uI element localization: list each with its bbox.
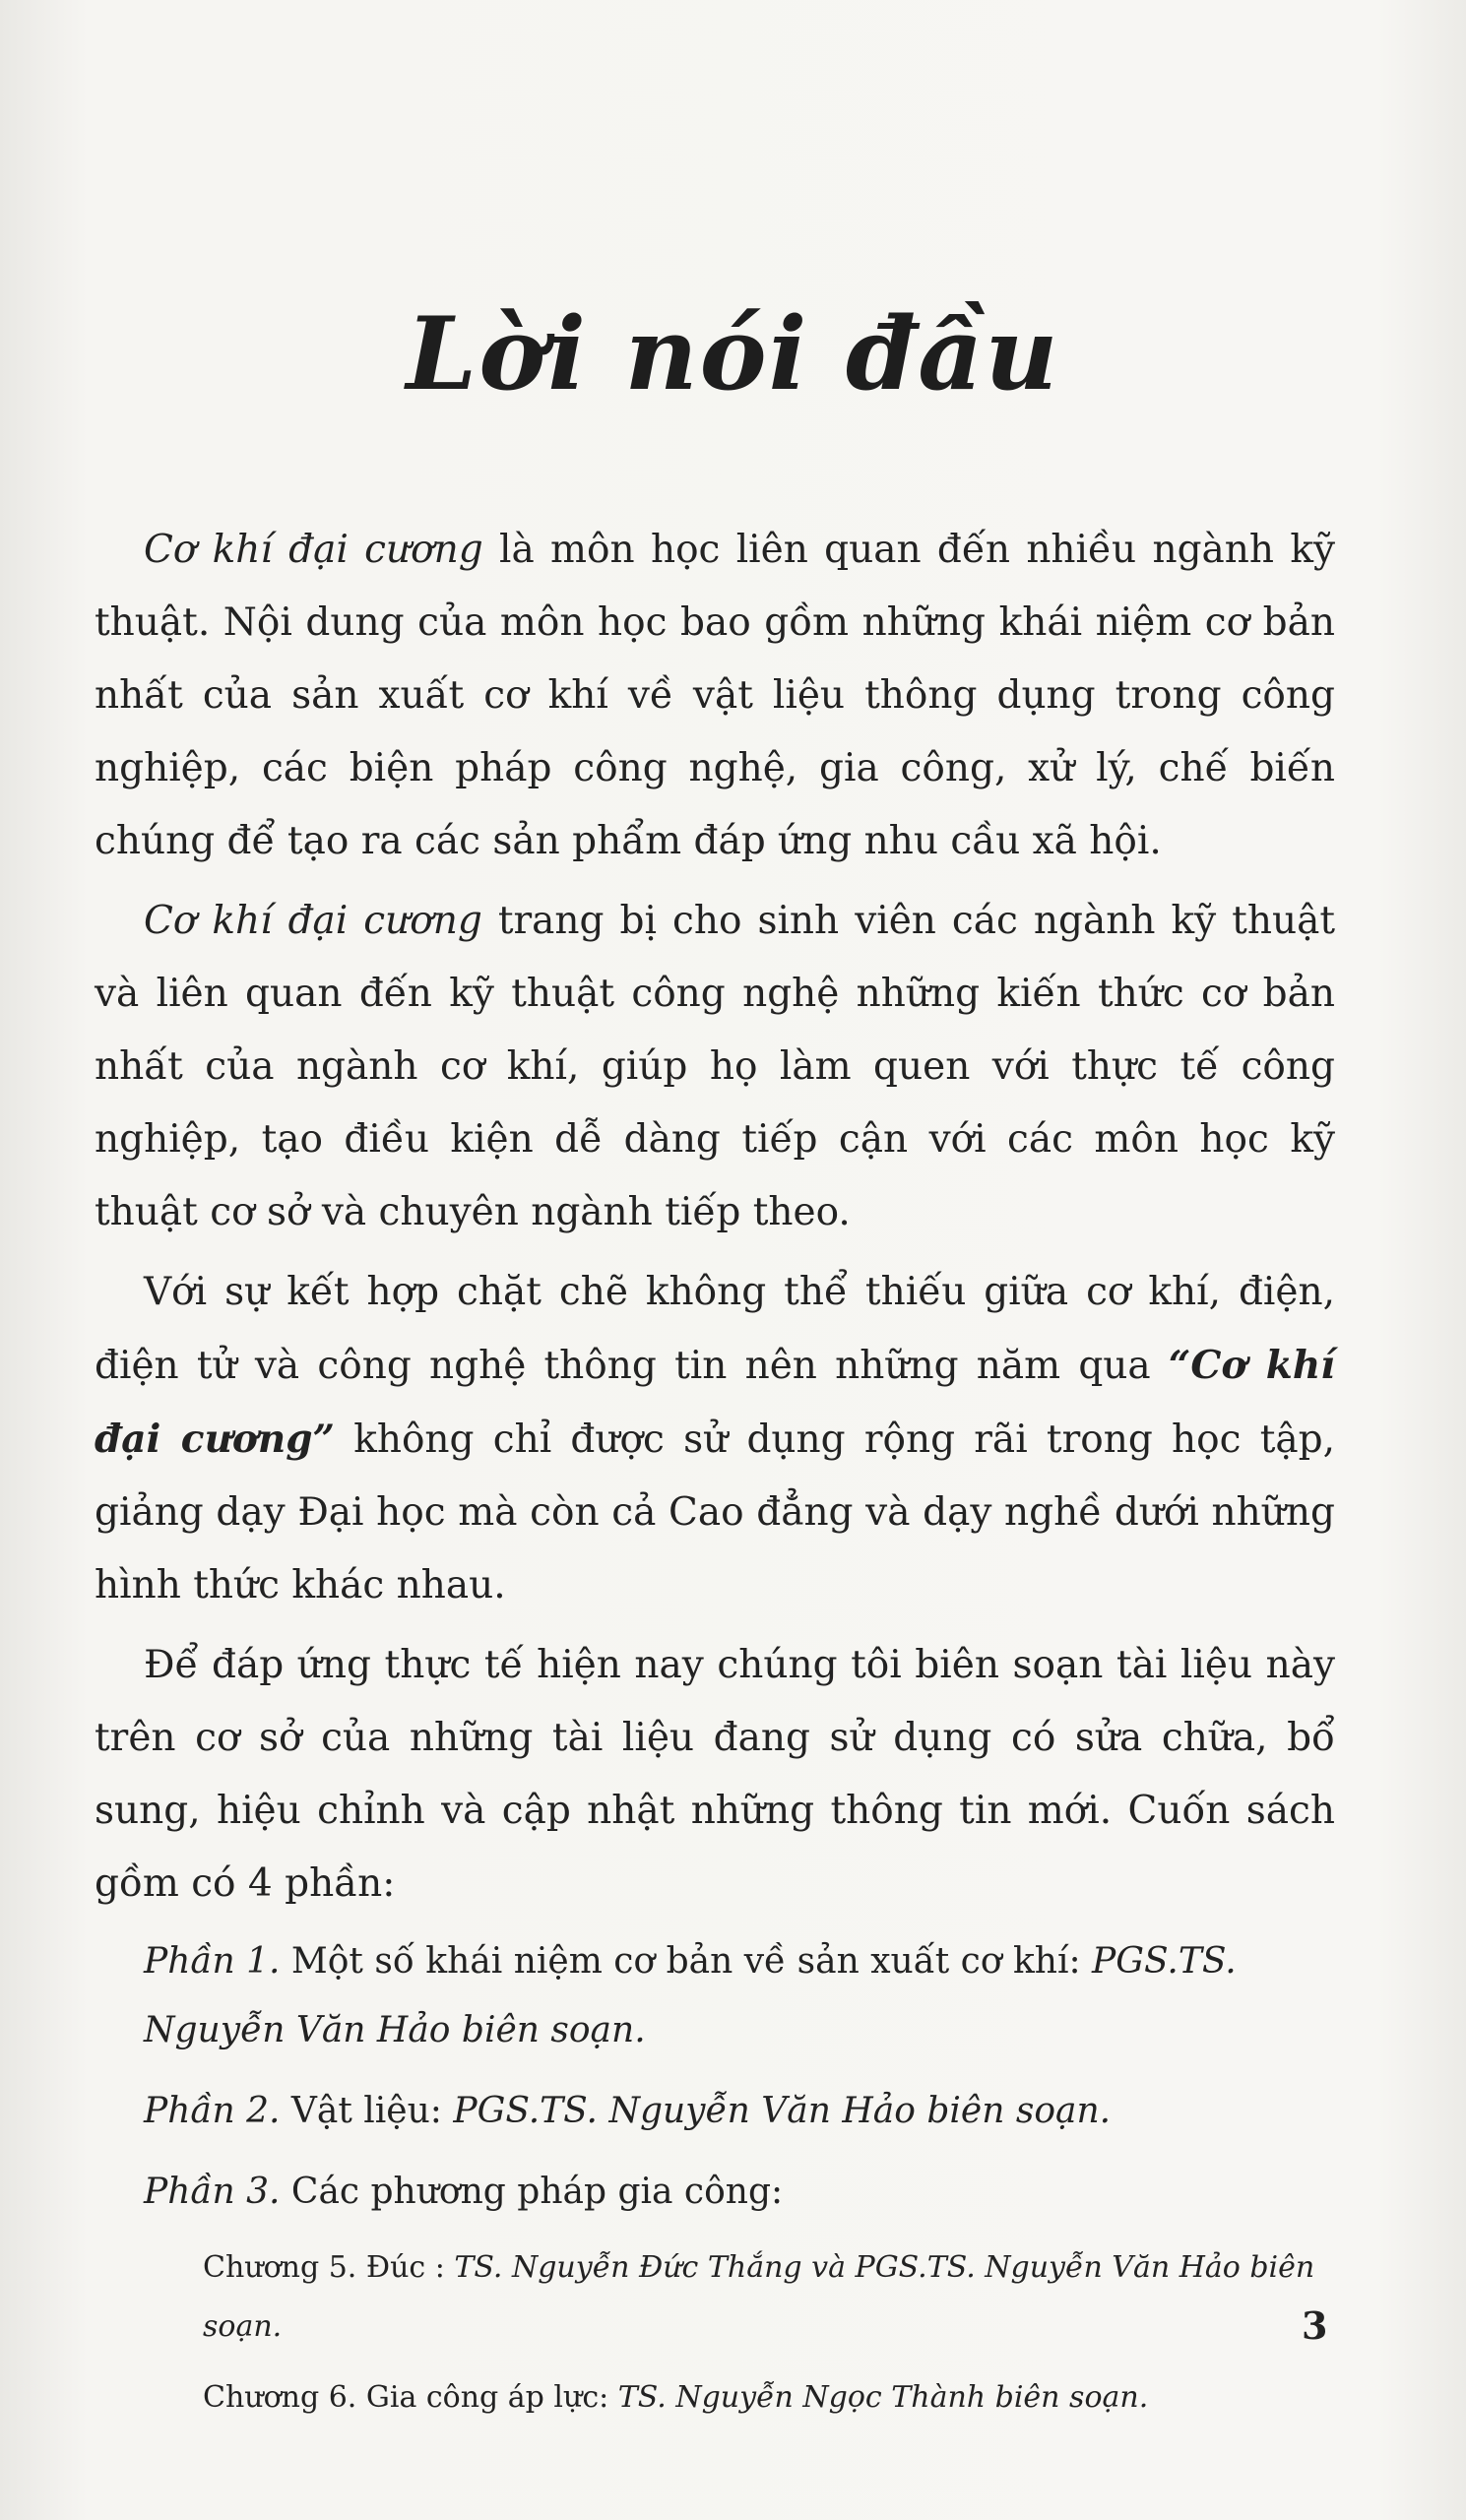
paragraph-4	[95, 1629, 1335, 1921]
part-author: PGS.TS. Nguyễn Văn Hảo biên soạn.	[453, 2091, 1112, 2131]
paragraph-3	[95, 1256, 1335, 1622]
part-author: PGS.TS. Nguyễn Văn Hảo biên soạn.	[144, 1941, 1237, 2050]
paragraph-text: trang bị cho sinh viên các ngành kỹ thuật và liên quan đến kỹ thuật công nghệ những kiến thức cơ bản nhất của ngành cơ khí, giúp họ làm quen với thực tế công nghiệp, tạo điều kiện dễ dàng tiếp cận với các môn học kỹ thuật cơ sở và chuyên ngành tiếp theo.	[95, 899, 1335, 1234]
part-label: Phần 1.	[144, 1941, 281, 1982]
chapter-author: TS. Nguyễn Ngọc Thành biên soạn.	[617, 2380, 1149, 2415]
paragraph-lead: Cơ khí đại cương	[144, 899, 482, 943]
part-title: Các phương pháp gia công:	[280, 2172, 784, 2212]
paragraph-text: là môn học liên quan đến nhiều ngành kỹ thuật. Nội dung của môn học bao gồm những khái niệm cơ bản nhất của sản xuất cơ khí về vật liệu thông dụng trong công nghiệp, các biện pháp công nghệ, gia công, xử lý, chế biến chúng để tạo ra các sản phẩm đáp ứng nhu cầu xã hội.	[95, 528, 1335, 863]
paragraph-2	[95, 885, 1335, 1249]
part-label: Phần 2.	[144, 2091, 281, 2131]
part-2-entry	[95, 2077, 1335, 2146]
part-title: Vật liệu:	[280, 2091, 454, 2131]
page-number: 3	[1302, 2303, 1328, 2348]
chapter-label: Chương 5. Đúc :	[203, 2250, 455, 2285]
part-3-entry	[95, 2158, 1335, 2227]
paragraph-1	[95, 514, 1335, 878]
paragraph-lead: Cơ khí đại cương	[144, 528, 483, 572]
paragraph-text: Để đáp ứng thực tế hiện nay chúng tôi biên soạn tài liệu này trên cơ sở của những tài liệu đang sử dụng có sửa chữa, bổ sung, hiệu chỉnh và cập nhật những thông tin mới. Cuốn sách gồm có 4 phần:	[95, 1643, 1335, 1906]
page-title: Lời nói đầu	[406, 295, 1060, 413]
paragraph-text: không chỉ được sử dụng rộng rãi trong học tập, giảng dạy Đại học mà còn cả Cao đẳng và dạy nghề dưới những hình thức khác nhau.	[95, 1418, 1335, 1607]
chapter-5-entry	[95, 2238, 1335, 2357]
preface-body	[95, 514, 1335, 2439]
part-label: Phần 3.	[144, 2172, 281, 2212]
part-title: Một số khái niệm cơ bản về sản xuất cơ khí:	[280, 1941, 1093, 1982]
paragraph-quote: “Cơ khí đại cương”	[95, 1343, 1335, 1462]
paragraph-text: Với sự kết hợp chặt chẽ không thể thiếu giữa cơ khí, điện, điện tử và công nghệ thông tin nên những năm qua	[95, 1270, 1335, 1388]
chapter-6-entry	[95, 2368, 1335, 2427]
chapter-label: Chương 6. Gia công áp lực:	[203, 2380, 618, 2415]
chapter-author: TS. Nguyễn Đức Thắng và PGS.TS. Nguyễn Văn Hảo biên soạn.	[203, 2250, 1315, 2344]
part-1-entry	[95, 1927, 1335, 2065]
